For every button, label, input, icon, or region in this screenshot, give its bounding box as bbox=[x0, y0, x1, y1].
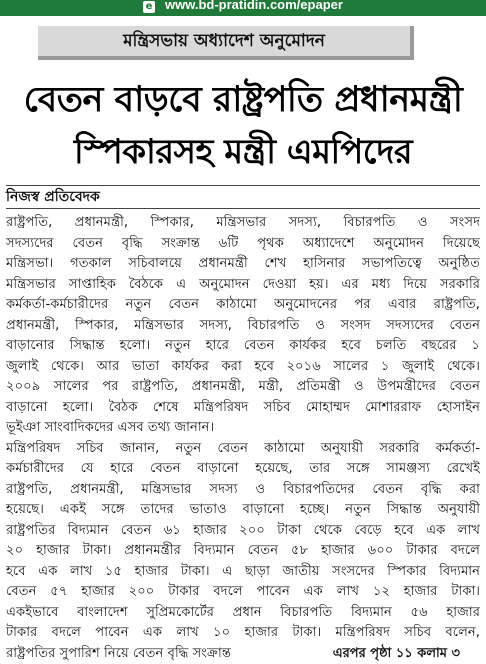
body-line: বেতন ৫৭ হাজার ২০০ টাকার বদলে পাবেন এক লাখ ১২ হাজার টাকা। bbox=[6, 582, 480, 603]
body-line: ২০ হাজার টাকা। প্রধানমন্ত্রীর বিদ্যমান বেতন ৫৮ হাজার ৬০০ টাকার বদলে bbox=[6, 541, 480, 562]
body-line: বাড়ানোর সিদ্ধান্ত হলো। নতুন হারে বেতন কার্যকর হবে চলতি বছরের ১ bbox=[6, 336, 480, 357]
body-line: মন্ত্রিসভা। গতকাল সচিবালয়ে প্রধানমন্ত্রী শেখ হাসিনার সভাপতিত্বে অনুষ্ঠিত bbox=[6, 254, 480, 275]
body-line: কর্মচারীদের যে হারে বেতন বাড়ানো হয়েছে, তার সঙ্গে সামঞ্জস্য রেখেই bbox=[6, 459, 480, 480]
headline-line-2: স্পিকারসহ মন্ত্রী এমপিদের bbox=[0, 129, 486, 175]
body-line: ভূইঞা সাংবাদিকদের এসব তথ্য জানান। bbox=[6, 418, 480, 439]
body-line: টাকার বদলে পাবেন এক লাখ ১০ হাজার টাকা। মন্ত্রিপরিষদ সচিব বলেন, bbox=[6, 623, 480, 644]
headline-line-1: বেতন বাড়বে রাষ্ট্রপতি প্রধানমন্ত্রী bbox=[0, 76, 486, 124]
final-line-text: রাষ্ট্রপতির সুপারিশ নিয়ে বেতন বৃদ্ধি সংক্রান্ত bbox=[6, 646, 231, 661]
body-line: বাড়ানো হলো। বৈঠক শেষে মন্ত্রিপরিষদ সচিব মোহাম্মদ মোশাররাফ হোসাইন bbox=[6, 398, 480, 419]
site-url-banner bbox=[0, 0, 486, 16]
continuation-jump[interactable]: এরপর পৃষ্ঠা ১১ কলাম ৩ bbox=[333, 644, 460, 664]
site-url: www.bd-pratidin.com/epaper bbox=[165, 0, 343, 12]
body-line: একইভাবে বাংলাদেশ সুপ্রিমকোর্টের প্রধান বিচারপতি বিদ্যমান ৫৬ হাজার bbox=[6, 603, 480, 624]
body-line: মন্ত্রিসভার সাপ্তাহিক বৈঠকে এ অনুমোদন দেওয়া হয়। এর মধ্য দিয়ে সরকারি bbox=[6, 275, 480, 296]
body-line: রাষ্ট্রপতি, প্রধানমন্ত্রী, স্পিকার, মন্ত্রিসভার সদস্য, বিচারপতি ও সংসদ bbox=[6, 213, 480, 234]
body-line: ২০০৯ সালের পর রাষ্ট্রপতি, প্রধানমন্ত্রী, মন্ত্রী, প্রতিমন্ত্রী ও উপমন্ত্রীদের বেতন bbox=[6, 377, 480, 398]
body-line: হয়েছে। একই সঙ্গে তাদের ভাতাও বাড়ানো হচ্ছে। নতুন সিদ্ধান্ত অনুযায়ী bbox=[6, 500, 480, 521]
body-line: সদস্যদের বেতন বৃদ্ধি সংক্রান্ত ৬টি পৃথক অধ্যাদেশে অনুমোদন দিয়েছে bbox=[6, 234, 480, 255]
epaper-icon: e bbox=[143, 1, 155, 13]
body-line: মন্ত্রিপরিষদ সচিব জানান, নতুন বেতন কাঠামো অনুযায়ী সরকারি কর্মকর্তা- bbox=[6, 439, 480, 460]
byline: নিজস্ব প্রতিবেদক bbox=[6, 188, 100, 206]
body-line: জুলাই থেকে। আর ভাতা কার্যকর করা হবে ২০১৬ সালের ১ জুলাই থেকে। bbox=[6, 357, 480, 378]
kicker-label: মন্ত্রিসভায় অধ্যাদেশ অনুমোদন bbox=[38, 26, 414, 60]
article-body bbox=[6, 213, 480, 664]
body-line: কর্মকর্তা-কর্মচারীদের নতুন বেতন কাঠামো অনুমোদনের পর এবার রাষ্ট্রপতি, bbox=[6, 295, 480, 316]
body-line: রাষ্ট্রপতির বিদ্যমান বেতন ৬১ হাজার ২০০ টাকা থেকে বেড়ে হবে এক লাখ bbox=[6, 521, 480, 542]
body-line: রাষ্ট্রপতি, প্রধানমন্ত্রী, মন্ত্রিসভার সদস্য ও বিচারপতিদের বেতন বৃদ্ধি করা bbox=[6, 480, 480, 501]
body-line: প্রধানমন্ত্রী, স্পিকার, মন্ত্রিসভার সদস্য, বিচারপতি ও সংসদ সদস্যদের বেতন bbox=[6, 316, 480, 337]
final-line bbox=[6, 644, 480, 664]
byline-top-rule bbox=[6, 185, 480, 186]
byline-bottom-rule bbox=[6, 208, 480, 209]
body-line: হবে এক লাখ ১৫ হাজার টাকা। এ ছাড়া জাতীয় সংসদের স্পিকার বিদ্যমান bbox=[6, 562, 480, 583]
